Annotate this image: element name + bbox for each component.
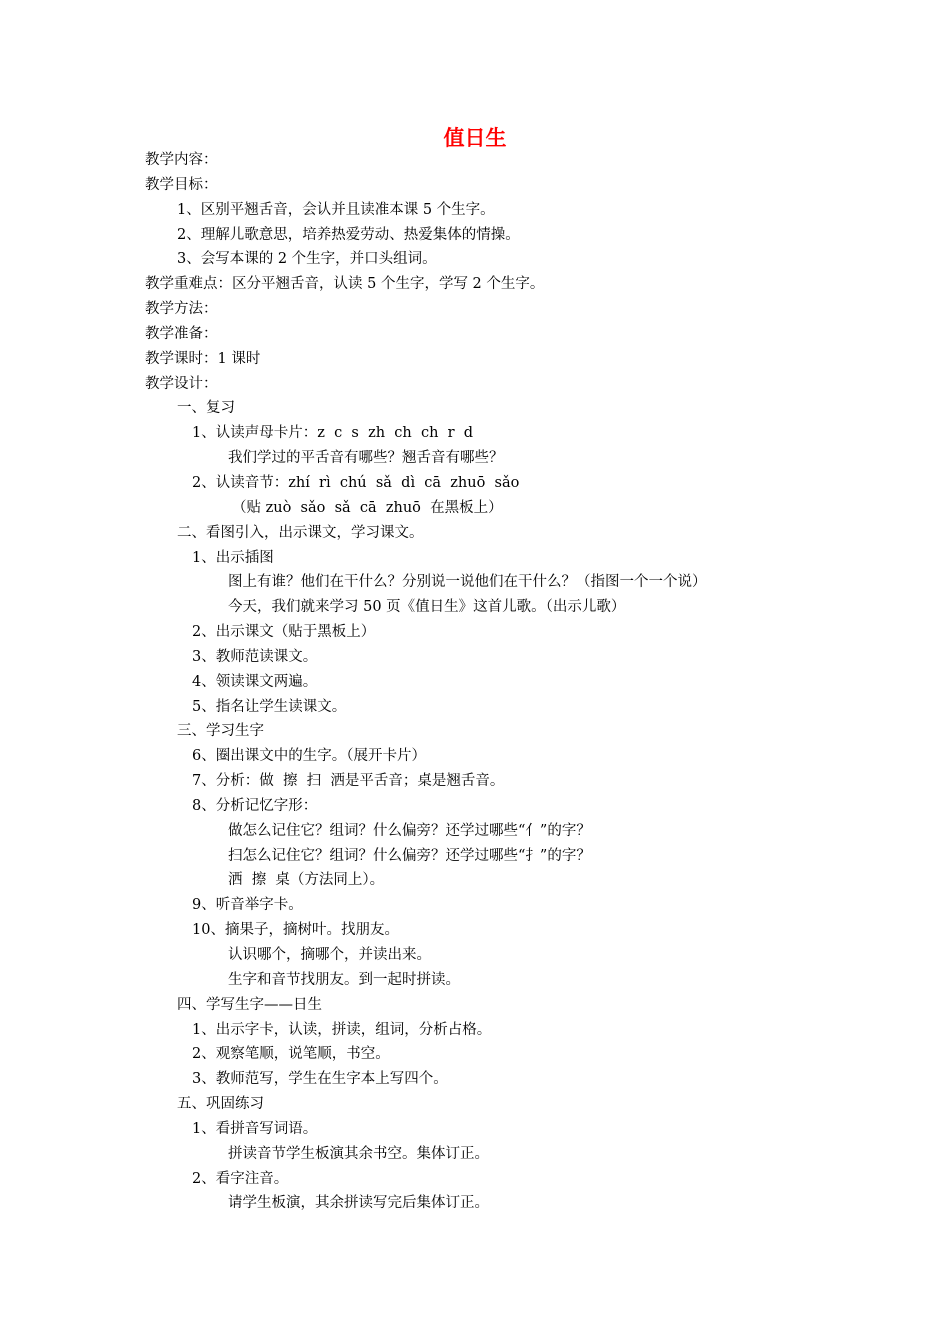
text-line: 2、认读音节：zhí rì chú sǎ dì cā zhuō sǎo	[192, 474, 520, 491]
text-line: 教学准备：	[145, 325, 218, 342]
text-line: 我们学过的平舌音有哪些？翘舌音有哪些？	[228, 450, 504, 467]
text-line: 教学目标：	[145, 176, 218, 193]
text-line: 生字和音节找朋友。到一起时拼读。	[228, 971, 460, 988]
text-line: 做怎么记住它？组词？什么偏旁？还学过哪些“亻”的字？	[228, 822, 591, 839]
text-line: 3、教师范读课文。	[192, 648, 318, 665]
text-line: 认识哪个，摘哪个，并读出来。	[228, 947, 431, 963]
text-line: 请学生板演，其余拼读写完后集体订正。	[228, 1195, 489, 1212]
text-line: 1、看拼音写词语。	[192, 1120, 318, 1137]
text-line: 6、圈出课文中的生字。（展开卡片）	[192, 748, 426, 765]
text-line: 二、看图引入，出示课文，学习课文。	[177, 524, 424, 541]
text-line: 2、观察笔顺，说笔顺，书空。	[192, 1046, 390, 1063]
document-title: 值日生	[443, 126, 507, 150]
text-line: 拼读音节学生板演其余书空。集体订正。	[228, 1145, 489, 1162]
text-line: （贴 zuò sǎo sǎ cā zhuō 在黑板上）	[232, 499, 503, 516]
text-line: 扫怎么记住它？组词？什么偏旁？还学过哪些“扌”的字？	[228, 847, 591, 864]
text-line: 2、出示课文（贴于黑板上）	[192, 624, 376, 641]
text-line: 9、听音举字卡。	[192, 897, 303, 914]
text-line: 3、教师范写，学生在生字本上写四个。	[192, 1071, 448, 1088]
text-line: 1、出示字卡，认读，拼读，组词，分析占格。	[192, 1021, 492, 1038]
text-line: 7、分析：做 擦 扫 洒是平舌音；桌是翘舌音。	[192, 773, 505, 790]
text-line: 教学方法：	[145, 301, 218, 318]
text-line: 四、学写生字——日生	[177, 996, 322, 1013]
text-line: 教学课时：1 课时	[145, 350, 261, 367]
text-line: 1、出示插图	[192, 549, 274, 566]
text-line: 5、指名让学生读课文。	[192, 698, 347, 715]
text-line: 教学设计：	[145, 375, 218, 392]
text-line: 2、看字注音。	[192, 1170, 289, 1187]
text-line: 10、摘果子，摘树叶。找朋友。	[192, 922, 399, 939]
text-line: 4、领读课文两遍。	[192, 673, 318, 690]
text-line: 图上有谁？他们在干什么？分别说一说他们在干什么？（指图一个一个说）	[228, 574, 707, 591]
document-body	[0, 148, 950, 1216]
text-line: 今天，我们就来学习 50 页《值日生》这首儿歌。（出示儿歌）	[228, 599, 626, 616]
text-line: 洒 擦 桌（方法同上）。	[228, 872, 385, 889]
text-line: 一、复习	[177, 400, 235, 417]
text-line: 五、巩固练习	[177, 1096, 264, 1113]
text-line: 教学内容：	[145, 152, 218, 168]
text-line: 1、区别平翘舌音，会认并且读准本课 5 个生字。	[177, 201, 495, 218]
text-line: 三、学习生字	[177, 723, 264, 740]
text-line: 3、会写本课的 2 个生字，并口头组词。	[177, 251, 437, 268]
text-line: 1、认读声母卡片：z c s zh ch ch r d	[192, 425, 474, 442]
text-line: 2、理解儿歌意思，培养热爱劳动、热爱集体的情操。	[177, 226, 520, 243]
text-line: 教学重难点：区分平翘舌音，认读 5 个生字，学写 2 个生字。	[145, 276, 545, 293]
text-line: 8、分析记忆字形：	[192, 797, 318, 814]
